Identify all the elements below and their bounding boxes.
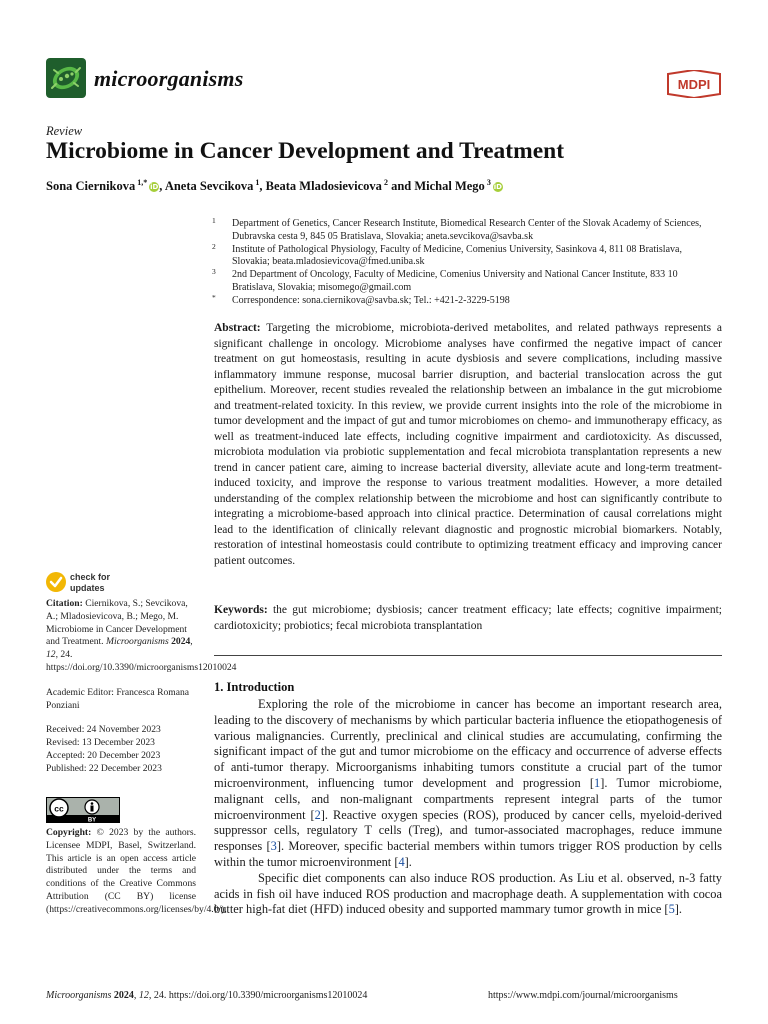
received-date: Received: 24 November 2023: [46, 724, 161, 736]
section-heading-introduction: 1. Introduction: [214, 680, 295, 694]
author-affiliation-marker: 3: [486, 178, 491, 187]
article-info-sidebar: [46, 598, 237, 776]
affiliation-text: 2nd Department of Oncology, Faculty of Medicine, Comenius University and National Cancer Institute, 833 10 Bratislava, Slovakia; misomego@gmail.com: [232, 269, 678, 293]
paragraph: Specific diet components can also induce ROS production. As Liu et al. observed, n-3 fatty acids in fish oil have induced ROS production and macrophage death. A supplementation with cocoa butter high-fat diet (HFD) induced obesity and supported mammary tumor growth in mice [5].: [214, 870, 722, 917]
abstract-label: Abstract:: [214, 322, 261, 334]
author-name: Michal Mego: [414, 179, 485, 194]
copyright-notice: Copyright: © 2023 by the authors. Licensee MDPI, Basel, Switzerland. This article is an open access article distributed under the terms and conditions of the Creative Commons Attribution (CC BY) license (https://creativecommons.org/licenses/by/4.0/).: [46, 827, 227, 915]
author-name: Sona Ciernikova: [46, 179, 136, 194]
affiliation-number: *: [212, 292, 216, 302]
check-updates-line1: check for: [70, 572, 111, 582]
citation-link[interactable]: 2: [314, 807, 321, 822]
published-date: Published: 22 December 2023: [46, 762, 162, 774]
author-affiliation-marker: 1: [255, 178, 260, 187]
article-type: Review: [46, 124, 83, 138]
academic-editor: Academic Editor: Francesca Romana Ponziani: [46, 686, 190, 711]
author-affiliation-marker: 1,*: [137, 178, 148, 187]
keywords-text: the gut microbiome; dysbiosis; cancer treatment efficacy; late effects; cognitive impairment; cardiotoxicity; probiotics; fecal microbiota transplantation: [214, 604, 723, 632]
affiliation-text: Department of Genetics, Cancer Research Institute, Biomedical Research Center of the Slovak Academy of Sciences, Dubravska cesta 9, 845 05 Bratislava, Slovakia; aneta.sevcikova@savba.sk: [232, 218, 702, 242]
affiliation-item: [212, 292, 722, 308]
introduction-body: [214, 697, 722, 918]
orcid-icon[interactable]: iD: [493, 183, 502, 192]
author-affiliation-marker: 2: [383, 178, 388, 187]
affiliation-number: 1: [212, 216, 216, 225]
citation-link[interactable]: 4: [398, 854, 405, 869]
author-name: Aneta Sevcikova: [164, 179, 254, 194]
revised-date: Revised: 13 December 2023: [46, 737, 155, 749]
footer-journal-url[interactable]: https://www.mdpi.com/journal/microorganisms: [488, 990, 678, 1001]
check-updates-line2: updates: [70, 583, 105, 593]
author-name: Beata Mladosievicova: [265, 179, 382, 194]
citation-link[interactable]: 3: [270, 839, 277, 854]
footer-citation: Microorganisms 2024, 12, 24. https://doi.org/10.3390/microorganisms12010024: [46, 990, 368, 1001]
publication-dates: [46, 724, 196, 775]
author-list: Sona Ciernikova $^{1,*}$iD, Aneta Sevcikova $^1$, Beata Mladosievicova $^2$ and Michal Mego $^3$iD: [46, 178, 502, 194]
citation-link[interactable]: 1: [594, 775, 601, 790]
affiliation-text: Correspondence: sona.ciernikova@savba.sk; Tel.: +421-2-3229-5198: [232, 294, 510, 306]
affiliation-number: 2: [212, 241, 216, 251]
affiliation-item: [212, 218, 722, 244]
svg-text:cc: cc: [54, 803, 64, 814]
journal-name: microorganisms: [94, 66, 244, 91]
keywords: [214, 603, 722, 634]
citation-link[interactable]: 5: [668, 902, 675, 917]
check-for-updates-badge[interactable]: [46, 570, 136, 594]
affiliation-number: 3: [212, 267, 216, 277]
abstract-text: Targeting the microbiome, microbiota-derived metabolites, and related pathways represents a significant challenge in oncology. Microbiome analyses have confirmed the negative impact of cancer treatment on gut homeostasis, resulting in acute dysbiosis and severe complications, including massive inflammatory immune response, mucosal barrier disruption, and bacterial translocation across the gut epithelium. Moreover, recent studies revealed the relationship between an imbalance in the gut microbiome and treatment-related toxicity. In this review, we provide current insights into the role of the microbiome in tumor development and the impact of gut and tumor microbiomes on chemo- and immunotherapy efficacy, as well as treatment-induced late effects, including cognitive impairment and cardiotoxicity. As discussed, microbiota modulation via probiotic supplementation and fecal microbiota transplantation represents a new trend in cancer patient care, aiming to increase bacterial diversity, alleviate acute and long-term treatment-induced toxicity, and improve the response to various treatment modalities. However, a more detailed understanding of the complex relationship between the microbiome and host can significantly contribute to integrating a microbiome-based approach into clinical practice. Determination of causal correlations might lead to the identification of clinically relevant diagnostic and prognostic microbial biomarkers. Notably, restoration of intestinal homeostasis could contribute to optimizing treatment efficacy and improving cancer patient outcomes.: [214, 322, 723, 567]
cc-by-license-badge[interactable]: [46, 797, 120, 823]
orcid-icon[interactable]: iD: [150, 183, 159, 192]
mdpi-logo: [666, 70, 722, 98]
mdpi-logo-text: MDPI: [677, 77, 711, 92]
accepted-date: Accepted: 20 December 2023: [46, 749, 161, 761]
paragraph: Exploring the role of the microbiome in cancer has become an important research area, leading to the discovery of mechanisms by which particular bacteria influence the etiopathogenesis of various malignancies. Currently, preclinical and clinical studies are accumulating, confirming the significant impact of the gut and tumor microbiome on the efficacy and occurrence of adverse effects of anti-tumor therapy. Microorganisms inhabiting tumors constitute a crucial part of the tumor microenvironment, influencing tumor development and progression [1]. Tumor microbiome, malignant cells, and non-malignant compartments represent integral parts of the tumor microenvironment [2]. Reactive oxygen species (ROS), produced by cancer cells, myeloid-derived suppressor cells, regulatory T cells (Treg), and tumor-associated macrophages, reduce immune responses [3]. Moreover, specific bacterial members within tumors trigger ROS production by cells within the tumor microenvironment [4].: [214, 697, 722, 869]
affiliation-text: Institute of Pathological Physiology, Faculty of Medicine, Comenius University, Sasinkova 4, 811 08 Bratislava, Slovakia; beata.mladosievicova@fmed.uniba.sk: [232, 243, 682, 268]
affiliations: [212, 218, 722, 308]
abstract: [214, 321, 722, 569]
section-divider: [214, 655, 722, 656]
keywords-label: Keywords:: [214, 604, 268, 616]
affiliation-item: [212, 269, 722, 295]
cc-badge-label: BY: [87, 817, 97, 823]
citation: Citation: Ciernikova, S.; Sevcikova, A.; Mladosievicova, B.; Mego, M. Microbiome in Cancer Development and Treatment. Microorganisms 2024, 12, 24. https://doi.org/10.3390/microorganisms12010024: [46, 598, 237, 673]
affiliation-item: [212, 241, 722, 270]
journal-logo-icon: [46, 58, 86, 98]
article-title: Microbiome in Cancer Development and Treatment: [46, 138, 565, 164]
